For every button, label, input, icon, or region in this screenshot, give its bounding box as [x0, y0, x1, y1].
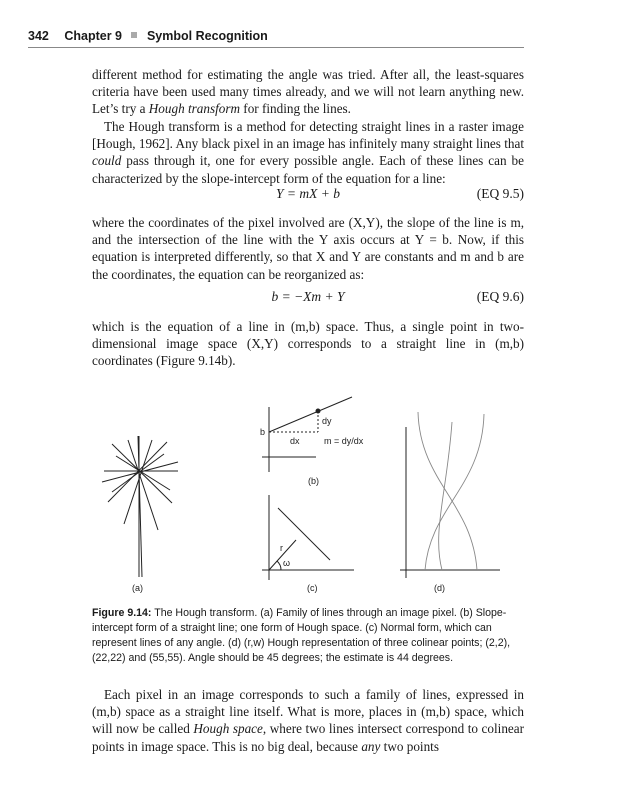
header-separator: [131, 32, 137, 38]
paragraph-1-italic: Hough transform: [148, 101, 240, 117]
paragraph-1-tail: for finding the lines.: [240, 101, 351, 117]
panel-label-b: (b): [308, 476, 319, 486]
label-omega: ω: [283, 558, 291, 568]
paragraph-2-lead: The Hough transform is a method for detecting straight lines in a raster image [Hough, 1962]. Any black pixel in an image has infinitely many straight lines that: [92, 119, 524, 152]
caption-label: Figure 9.14:: [92, 607, 152, 619]
paragraph-2-tail: pass through it, one for every possible angle. Each of these lines can be characterized by the slope-intercept form of the equation for a line:: [92, 153, 524, 186]
label-dx: dx: [290, 436, 300, 446]
paragraph-5-italic-2: any: [361, 738, 381, 754]
panel-label-a: (a): [132, 583, 143, 593]
figure-caption: [92, 606, 532, 666]
paragraph-2-italic: could: [92, 153, 122, 169]
paragraph-2: [92, 118, 524, 187]
page-number: 342: [28, 29, 49, 43]
panel-d-curve-2: [425, 414, 484, 570]
panel-b-axes: [262, 407, 316, 472]
panel-d-axes: [400, 427, 500, 578]
panel-b-point: [316, 409, 320, 413]
panel-d-curve-1: [418, 412, 477, 570]
paragraph-4: which is the equation of a line in (m,b) space. Thus, a single point in two-dimensional image space (X,Y) corresponds to a straight line in (m,b) coordinates (Figure 9.14b).: [92, 319, 524, 369]
running-header: [28, 28, 524, 48]
chapter-label: Chapter 9: [64, 29, 122, 43]
panel-b-line: [269, 397, 352, 432]
paragraph-5-mid: , where two lines intersect correspond to colinear points in image space. This is no big deal, because: [92, 721, 525, 754]
paragraph-3: where the coordinates of the pixel involved are (X,Y), the slope of the line is m, and the intersection of the line with the Y axis occurs at Y = b. Now, if this equation is interpreted differently, so that X and Y are constants and m and b are the coordinates, the equation can be reorganized as:: [92, 215, 524, 282]
equation-9-6: [92, 288, 524, 306]
figure-9-14: [92, 392, 524, 597]
equation-9-5-tag: (EQ 9.5): [476, 186, 524, 201]
panel-c-angle-arc: [277, 561, 281, 570]
paragraph-5: [92, 686, 524, 755]
caption-text: The Hough transform. (a) Family of lines through an image pixel. (b) Slope-intercept form of a straight line; one form of Hough space. (c) Normal form, which can represent lines of any angle. (d) (r,w) Hough representation of three colinear points; (2,2), (22,22) and (55,55). Angle should be 45 degrees; the estimate is 44 degrees.: [92, 607, 511, 664]
equation-9-5-formula: Y = mX + b: [276, 186, 340, 201]
paragraph-5-tail: two points: [380, 738, 439, 754]
label-m-eq: m = dy/dx: [324, 436, 364, 446]
equation-9-6-formula: b = −Xm + Y: [271, 289, 345, 304]
equation-9-5: [92, 185, 524, 203]
paragraph-1: [92, 66, 524, 118]
label-dy: dy: [322, 416, 332, 426]
paragraph-5-italic-1: Hough space: [193, 721, 263, 737]
panel-label-c: (c): [307, 583, 318, 593]
panel-c-line: [278, 508, 330, 560]
label-r: r: [280, 543, 283, 553]
panel-label-d: (d): [434, 583, 445, 593]
paragraph-1-lead: different method for estimating the angle was tried. After all, the least-squares criteria have been used many times already, and we will not learn anything new. Let’s try a: [92, 67, 524, 117]
paragraph-5-lead: Each pixel in an image corresponds to such a family of lines, expressed in (m,b) space as a straight line itself. What is more, places in (m,b) space, which will now be called: [92, 687, 524, 737]
label-b: b: [260, 427, 266, 437]
panel-a-line-family: [102, 436, 178, 577]
equation-9-6-tag: (EQ 9.6): [476, 289, 524, 304]
chapter-title: Symbol Recognition: [146, 29, 268, 43]
panel-d-curve-3: [439, 422, 452, 570]
figure-9-14-drawing: [92, 392, 524, 597]
